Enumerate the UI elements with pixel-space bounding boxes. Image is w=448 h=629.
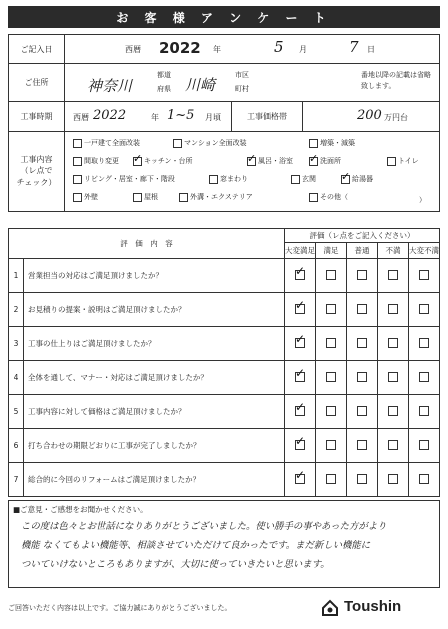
- evaluation-table: [8, 228, 440, 497]
- comment-line: この度は色々とお世話になりありがとうございました。使い勝手の事やあった方がより: [21, 521, 387, 532]
- checkbox-icon[interactable]: [419, 270, 429, 280]
- eval-number: 7: [9, 463, 24, 497]
- checkbox-icon[interactable]: [295, 440, 305, 450]
- work-option-label: 窓まわり: [220, 175, 248, 183]
- eval-row: [9, 293, 440, 327]
- eval-rating-cell[interactable]: [316, 361, 347, 395]
- checkbox-icon[interactable]: [295, 406, 305, 416]
- address-row: [8, 64, 440, 102]
- eval-column-header: 大変不満: [409, 243, 440, 259]
- date-month-unit: 月: [299, 45, 307, 54]
- work-option[interactable]: [341, 174, 373, 184]
- checkbox-icon[interactable]: [419, 440, 429, 450]
- eval-rating-header: 評価（レ点をご記入ください）: [285, 229, 440, 243]
- address-prefecture[interactable]: 神奈川: [87, 77, 133, 95]
- work-label-box: [9, 132, 65, 211]
- checkbox-icon[interactable]: [295, 270, 305, 280]
- checkbox-icon[interactable]: [73, 139, 82, 148]
- checkbox-icon[interactable]: [326, 406, 336, 416]
- checkbox-icon[interactable]: [73, 193, 82, 202]
- checkbox-icon[interactable]: [388, 338, 398, 348]
- eval-rating-cell[interactable]: [409, 429, 440, 463]
- checkbox-icon[interactable]: [295, 338, 305, 348]
- eval-rating-cell[interactable]: [347, 429, 378, 463]
- checkbox-icon[interactable]: [309, 139, 318, 148]
- eval-column-header: 大変満足: [285, 243, 316, 259]
- checkbox-icon[interactable]: [357, 270, 367, 280]
- date-label: ご記入日: [9, 35, 65, 63]
- eval-question: 工事の仕上りはご満足頂けましたか？: [24, 327, 285, 361]
- work-option[interactable]: [73, 138, 140, 148]
- eval-rating-cell[interactable]: [409, 463, 440, 497]
- eval-rating-cell[interactable]: [409, 259, 440, 293]
- work-label: 工事内容: [20, 155, 53, 164]
- comment-line: 機能 なくてもよい機能等、相談させていただけて良かったです。まだ新しい機能に: [21, 540, 371, 551]
- eval-rating-cell[interactable]: [285, 361, 316, 395]
- checkbox-icon[interactable]: [388, 406, 398, 416]
- eval-rating-cell[interactable]: [285, 429, 316, 463]
- price-unit: 万円台: [384, 113, 408, 122]
- checkbox-icon[interactable]: [326, 440, 336, 450]
- checkbox-icon[interactable]: [357, 338, 367, 348]
- date-era: 西暦: [125, 45, 141, 54]
- address-city[interactable]: 川崎: [185, 76, 216, 94]
- eval-rating-cell[interactable]: [347, 463, 378, 497]
- checkbox-icon[interactable]: [419, 304, 429, 314]
- eval-row: [9, 327, 440, 361]
- eval-items-header: 評 価 内 容: [9, 229, 285, 259]
- work-option-label: 洗面所: [320, 157, 341, 165]
- checkbox-icon[interactable]: [247, 157, 256, 166]
- checkbox-icon[interactable]: [341, 175, 350, 184]
- eval-rating-cell[interactable]: [316, 259, 347, 293]
- checkbox-icon[interactable]: [388, 440, 398, 450]
- work-option[interactable]: [387, 156, 419, 166]
- eval-rating-cell[interactable]: [378, 463, 409, 497]
- work-option[interactable]: [309, 192, 348, 202]
- checkbox-icon[interactable]: [133, 157, 142, 166]
- work-option-label: 増築・減築: [320, 139, 355, 147]
- eval-column-header: 満足: [316, 243, 347, 259]
- checkbox-icon[interactable]: [357, 440, 367, 450]
- footer-text: ご回答いただく内容は以上です。ご協力誠にありがとうございました。: [8, 604, 232, 612]
- eval-row: [9, 429, 440, 463]
- eval-question: 工事内容に対して価格はご満足頂けましたか？: [24, 395, 285, 429]
- toushin-logo-icon: [320, 598, 340, 618]
- work-option[interactable]: [133, 192, 158, 202]
- eval-rating-cell[interactable]: [316, 395, 347, 429]
- eval-rating-cell[interactable]: [378, 293, 409, 327]
- period-year[interactable]: 2022: [93, 108, 127, 123]
- checkbox-icon[interactable]: [309, 157, 318, 166]
- eval-rating-cell[interactable]: [285, 395, 316, 429]
- comments-text[interactable]: [21, 517, 433, 574]
- eval-row: [9, 361, 440, 395]
- eval-number: 2: [9, 293, 24, 327]
- other-close: ）: [419, 196, 426, 204]
- eval-rating-cell[interactable]: [285, 463, 316, 497]
- eval-question: 営業担当の対応はご満足頂けましたか？: [24, 259, 285, 293]
- pref-unit-1: 都道: [157, 71, 171, 79]
- checkbox-icon[interactable]: [295, 474, 305, 484]
- checkbox-icon[interactable]: [419, 372, 429, 382]
- eval-rating-cell[interactable]: [347, 361, 378, 395]
- eval-body: [9, 259, 440, 497]
- work-option-label: その他（: [320, 193, 348, 201]
- eval-row: [9, 259, 440, 293]
- eval-rating-cell[interactable]: [285, 293, 316, 327]
- eval-rating-cell[interactable]: [347, 327, 378, 361]
- checkbox-icon[interactable]: [326, 304, 336, 314]
- pref-unit-2: 府県: [157, 85, 171, 93]
- eval-rating-cell[interactable]: [285, 259, 316, 293]
- checkbox-icon[interactable]: [387, 157, 396, 166]
- period-months[interactable]: 1~5: [167, 108, 195, 123]
- work-option[interactable]: [73, 156, 119, 166]
- checkbox-icon[interactable]: [419, 338, 429, 348]
- eval-rating-cell[interactable]: [378, 429, 409, 463]
- period-year-unit: 年: [151, 113, 159, 122]
- checkbox-icon[interactable]: [326, 372, 336, 382]
- date-year[interactable]: 2022: [159, 39, 201, 57]
- checkbox-icon[interactable]: [295, 372, 305, 382]
- work-option-label: 外壁: [84, 193, 98, 201]
- work-option-label: 外溝・エクステリア: [190, 193, 253, 201]
- work-option-label: 玄関: [302, 175, 316, 183]
- eval-column-header: 普通: [347, 243, 378, 259]
- date-month[interactable]: 5: [274, 38, 284, 56]
- work-option[interactable]: [309, 156, 341, 166]
- checkbox-icon[interactable]: [291, 175, 300, 184]
- period-row: [8, 102, 440, 132]
- address-note: 番地以降の記載は省略致します。: [361, 71, 431, 90]
- eval-question: 全体を通して、マナー・対応はご満足頂けましたか？: [24, 361, 285, 395]
- checkbox-icon[interactable]: [295, 304, 305, 314]
- work-option-label: リビング・居室・廊下・階段: [84, 175, 175, 183]
- work-option[interactable]: [291, 174, 316, 184]
- checkbox-icon[interactable]: [309, 193, 318, 202]
- comments-box: [8, 500, 440, 588]
- date-row: [8, 34, 440, 64]
- checkbox-icon[interactable]: [173, 139, 182, 148]
- checkbox-icon[interactable]: [209, 175, 218, 184]
- work-option-label: トイレ: [398, 157, 419, 165]
- work-label-sub: （レ点で チェック）: [16, 166, 57, 187]
- checkbox-icon[interactable]: [388, 270, 398, 280]
- eval-rating-cell[interactable]: [316, 429, 347, 463]
- checkbox-icon[interactable]: [388, 304, 398, 314]
- eval-rating-cell[interactable]: [409, 327, 440, 361]
- work-option-label: 一戸建て全面改装: [84, 139, 140, 147]
- date-day[interactable]: 7: [349, 38, 359, 56]
- price-label: 工事価格帯: [231, 102, 303, 131]
- eval-number: 5: [9, 395, 24, 429]
- checkbox-icon[interactable]: [133, 193, 142, 202]
- eval-row: [9, 463, 440, 497]
- work-option[interactable]: [73, 174, 175, 184]
- eval-rating-cell[interactable]: [316, 327, 347, 361]
- price-value[interactable]: 200: [357, 108, 382, 123]
- work-option[interactable]: [309, 138, 355, 148]
- eval-number: 1: [9, 259, 24, 293]
- eval-rating-cell[interactable]: [409, 293, 440, 327]
- work-option-label: 給湯器: [352, 175, 373, 183]
- eval-column-header: 不満: [378, 243, 409, 259]
- city-unit-1: 市区: [235, 71, 249, 79]
- checkbox-icon[interactable]: [419, 406, 429, 416]
- eval-rating-cell[interactable]: [409, 361, 440, 395]
- work-option[interactable]: [173, 138, 247, 148]
- work-option-label: キッチン・台所: [144, 157, 193, 165]
- eval-rating-cell[interactable]: [347, 395, 378, 429]
- work-option[interactable]: [73, 192, 98, 202]
- date-year-unit: 年: [213, 45, 221, 54]
- eval-rating-cell[interactable]: [316, 463, 347, 497]
- eval-rating-cell[interactable]: [285, 327, 316, 361]
- comments-label: ■ご意見・ご感想をお聞かせください。: [13, 505, 148, 514]
- survey-title: お 客 様 ア ン ケ ー ト: [8, 6, 440, 28]
- eval-number: 6: [9, 429, 24, 463]
- checkbox-icon[interactable]: [73, 157, 82, 166]
- eval-rating-cell[interactable]: [378, 395, 409, 429]
- work-row: [8, 132, 440, 212]
- eval-rating-cell[interactable]: [347, 259, 378, 293]
- eval-rating-cell[interactable]: [378, 327, 409, 361]
- period-label: 工事時期: [9, 102, 65, 131]
- city-unit-2: 町村: [235, 85, 249, 93]
- toushin-logo: Toushin: [344, 598, 402, 615]
- checkbox-icon[interactable]: [357, 304, 367, 314]
- eval-number: 3: [9, 327, 24, 361]
- eval-rating-cell[interactable]: [347, 293, 378, 327]
- work-option[interactable]: [133, 156, 193, 166]
- eval-question: 総合的に今回のリフォームはご満足頂けましたか？: [24, 463, 285, 497]
- work-option[interactable]: [247, 156, 293, 166]
- checkbox-icon[interactable]: [357, 406, 367, 416]
- checkbox-icon[interactable]: [419, 474, 429, 484]
- period-month-unit: 月頃: [205, 113, 221, 122]
- checkbox-icon[interactable]: [388, 372, 398, 382]
- period-era: 西暦: [73, 113, 89, 122]
- eval-rating-cell[interactable]: [378, 361, 409, 395]
- eval-number: 4: [9, 361, 24, 395]
- address-label: ご住所: [9, 64, 65, 101]
- checkbox-icon[interactable]: [73, 175, 82, 184]
- checkbox-icon[interactable]: [326, 270, 336, 280]
- eval-rating-cell[interactable]: [316, 293, 347, 327]
- work-option-label: マンション全面改装: [184, 139, 247, 147]
- work-option[interactable]: [209, 174, 248, 184]
- checkbox-icon[interactable]: [326, 474, 336, 484]
- date-day-unit: 日: [367, 45, 375, 54]
- work-option-label: 間取り変更: [84, 157, 119, 165]
- eval-rating-cell[interactable]: [378, 259, 409, 293]
- eval-rating-cell[interactable]: [409, 395, 440, 429]
- eval-question: お見積りの提案・説明はご満足頂けましたか？: [24, 293, 285, 327]
- work-option[interactable]: [179, 192, 253, 202]
- comment-line: ついていけないところもありますが、大切に使っていきたいと思います。: [21, 559, 330, 570]
- eval-question: 打ち合わせの期限どおりに工事が完了しましたか？: [24, 429, 285, 463]
- checkbox-icon[interactable]: [357, 372, 367, 382]
- checkbox-icon[interactable]: [357, 474, 367, 484]
- checkbox-icon[interactable]: [326, 338, 336, 348]
- checkbox-icon[interactable]: [179, 193, 188, 202]
- checkbox-icon[interactable]: [388, 474, 398, 484]
- work-option-label: 屋根: [144, 193, 158, 201]
- eval-row: [9, 395, 440, 429]
- work-option-label: 風呂・浴室: [258, 157, 293, 165]
